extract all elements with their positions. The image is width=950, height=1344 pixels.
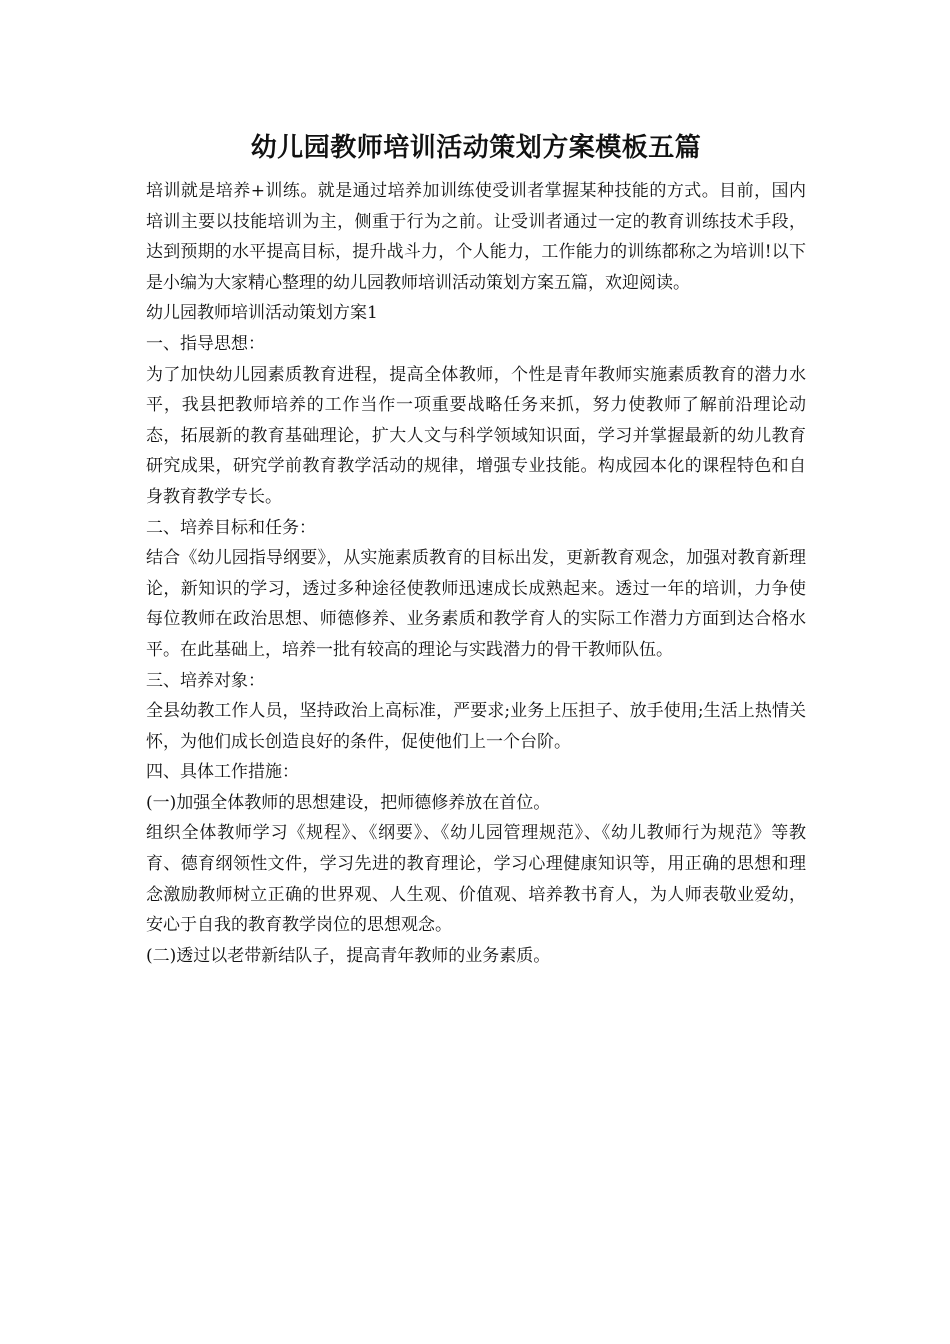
section-heading-plan-1: 幼儿园教师培训活动策划方案1 xyxy=(146,303,378,324)
paragraph-measure-1: 组织全体教师学习《规程》、《纲要》、《幼儿园管理规范》、《幼儿教师行为规范》等教育、德育纲领性文件，学习先进的教育理论，学习心理健康知识等，用正确的思想和理念激励教师树立正确的世界观、人生观、价值观、培养教书育人，为人师表敬业爱幼，安心于自我的教育教学岗位的思想观念。 xyxy=(146,823,806,936)
paragraph-guiding-ideology: 为了加快幼儿园素质教育进程，提高全体教师，个性是青年教师实施素质教育的潜力水平，我县把教师培养的工作当作一项重要战略任务来抓，努力使教师了解前沿理论动态，拓展新的教育基础理论，扩大人文与科学领域知识面，学习并掌握最新的幼儿教育研究成果，研究学前教育教学活动的规律，增强专业技能。构成园本化的课程特色和自身教育教学专长。 xyxy=(146,364,806,507)
paragraph-training-targets: 全县幼教工作人员，坚持政治上高标准，严要求;业务上压担子、放手使用;生活上热情关怀，为他们成长创造良好的条件，促使他们上一个台阶。 xyxy=(146,701,806,752)
subheading-measure-1: (一)加强全体教师的思想建设，把师德修养放在首位。 xyxy=(146,792,551,813)
heading-training-targets: 三、培养对象： xyxy=(146,670,265,691)
heading-guiding-ideology: 一、指导思想： xyxy=(146,333,265,354)
document-title: 幼儿园教师培训活动策划方案模板五篇 xyxy=(250,133,702,163)
paragraph-training-goals: 结合《幼儿园指导纲要》，从实施素质教育的目标出发，更新教育观念，加强对教育新理论，新知识的学习，透过多种途径使教师迅速成长成熟起来。透过一年的培训，力争使每位教师在政治思想、师德修养、业务素质和教学育人的实际工作潜力方面到达合格水平。在此基础上，培养一批有较高的理论与实践潜力的骨干教师队伍。 xyxy=(146,548,806,660)
document-page xyxy=(146,128,806,971)
subheading-measure-2: (二)透过以老带新结队子，提高青年教师的业务素质。 xyxy=(146,945,551,966)
intro-paragraph: 培训就是培养+训练。就是通过培养加训练使受训者掌握某种技能的方式。目前，国内培训主要以技能培训为主，侧重于行为之前。让受训者通过一定的教育训练技术手段，达到预期的水平提高目标，提升战斗力，个人能力，工作能力的训练都称之为培训!以下是小编为大家精心整理的幼儿园教师培训活动策划方案五篇，欢迎阅读。 xyxy=(146,181,806,293)
heading-training-goals: 二、培养目标和任务： xyxy=(146,517,316,538)
heading-work-measures: 四、具体工作措施： xyxy=(146,762,299,783)
